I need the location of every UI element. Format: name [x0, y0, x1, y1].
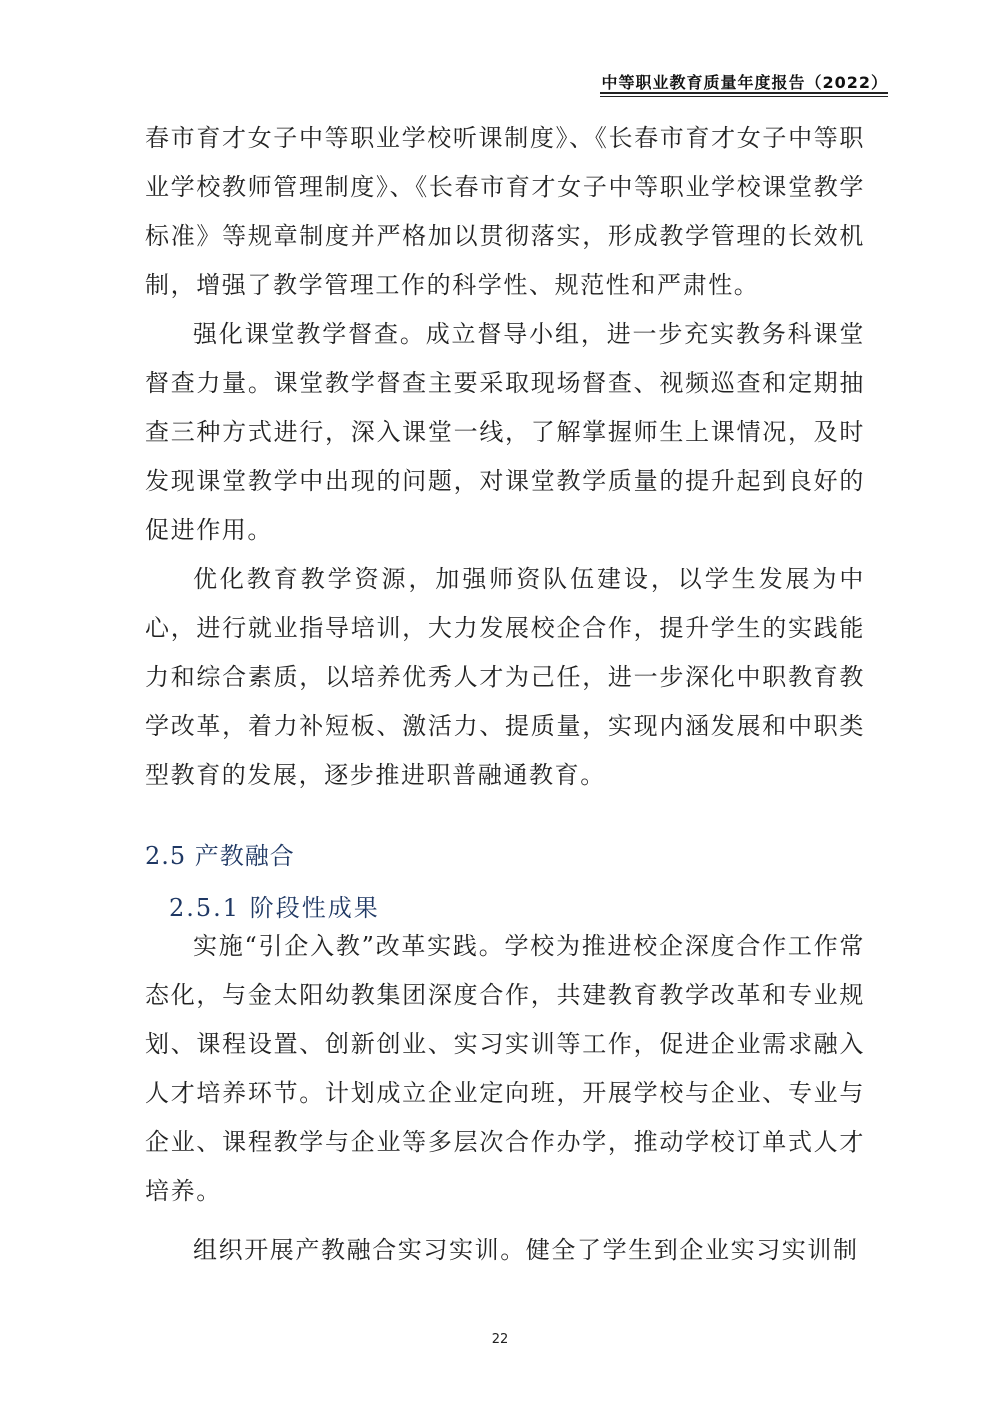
section-heading: 2.5 产教融合	[145, 842, 295, 870]
page-body	[145, 114, 865, 1275]
paragraph-internship-training: 组织开展产教融合实习实训。健全了学生到企业实习实训制	[193, 1236, 859, 1264]
header-rule-thin	[600, 96, 888, 97]
running-header: 中等职业教育质量年度报告（2022）	[601, 73, 888, 92]
page-number: 22	[491, 1332, 509, 1347]
paragraph-resource-optimization: 优化教育教学资源，加强师资队伍建设，以学生发展为中心，进行就业指导培训，大力发展校企合作，提升学生的实践能力和综合素质，以培养优秀人才为己任，进一步深化中职教育教学改革，着力补短板、激活力、提质量，实现内涵发展和中职类型教育的发展，逐步推进职普融通教育。	[145, 565, 865, 789]
header-rule-thick	[600, 92, 888, 94]
paragraph-enterprise-integration: 实施“引企入教”改革实践。学校为推进校企深度合作工作常态化，与金太阳幼教集团深度合作，共建教育教学改革和专业规划、课程设置、创新创业、实习实训等工作，促进企业需求融入人才培养环节。计划成立企业定向班，开展学校与企业、专业与企业、课程教学与企业等多层次合作办学，推动学校订单式人才培养。	[145, 932, 865, 1205]
subsection-heading: 2.5.1 阶段性成果	[169, 894, 380, 922]
paragraph-classroom-supervision: 强化课堂教学督查。成立督导小组，进一步充实教务科课堂督查力量。课堂教学督查主要采取现场督查、视频巡查和定期抽查三种方式进行，深入课堂一线，了解掌握师生上课情况，及时发现课堂教学中出现的问题，对课堂教学质量的提升起到良好的促进作用。	[145, 320, 865, 544]
paragraph-continued: 春市育才女子中等职业学校听课制度》、《长春市育才女子中等职业学校教师管理制度》、《长春市育才女子中等职业学校课堂教学标准》等规章制度并严格加以贯彻落实，形成教学管理的长效机制，增强了教学管理工作的科学性、规范性和严肃性。	[145, 124, 865, 299]
